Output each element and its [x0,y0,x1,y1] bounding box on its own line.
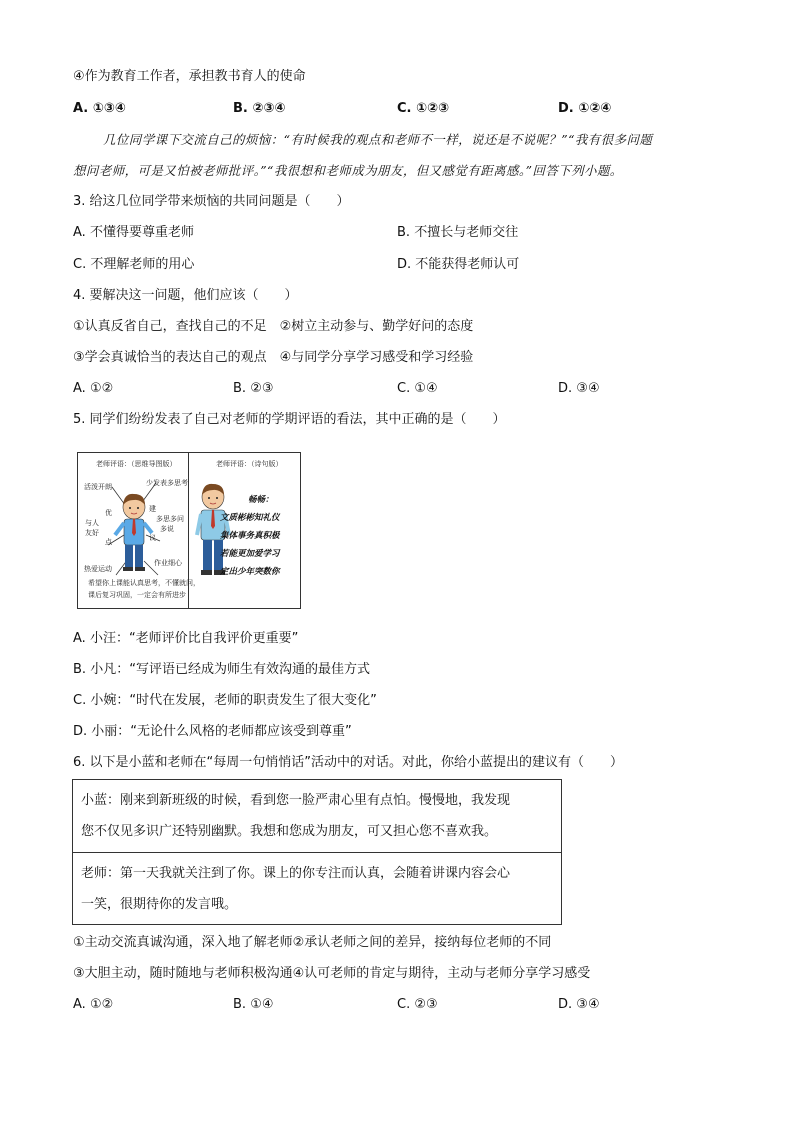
q3-option-d[interactable]: D. 不能获得老师认可 [397,257,520,272]
q3-option-c[interactable]: C. 不理解老师的用心 [73,257,195,272]
mindmap-node-3b: 友好 [85,529,99,537]
mindmap-node-5: 建 [149,505,156,513]
poem-line-2: 文质彬彬知礼仪 [220,513,280,523]
q4-statements-2: ③学会真诚恰当的表达自己的观点 ④与同学分享学习感受和学习经验 [73,350,474,365]
q6-title: 6. 以下是小蓝和老师在“每周一句悄悄话”活动中的对话。对此，你给小蓝提出的建议有（ ） [73,755,624,770]
prev-option-b[interactable]: B. ②③④ [233,101,286,116]
q4-option-b[interactable]: B. ②③ [233,381,274,396]
teacher-comment-figure [77,452,301,609]
q5-option-b[interactable]: B. 小凡：“写评语已经成为师生有效沟通的最佳方式 [73,662,370,677]
poem-line-5: 定出少年突数你 [220,567,280,577]
prev-option-d[interactable]: D. ①②④ [558,101,612,116]
dialogue-box [72,779,562,925]
stem-line-2: 想问老师，可是又怕被老师批评。”“我很想和老师成为朋友，但又感觉有距离感。”回答下列小题。 [73,163,623,178]
mindmap-node-3: 与人 [85,519,99,527]
q3-option-b[interactable]: B. 不擅长与老师交往 [397,225,519,240]
prev-option4-text: ④作为教育工作者，承担教书育人的使命 [73,69,306,84]
q6-option-c[interactable]: C. ②③ [397,997,438,1012]
q4-option-c[interactable]: C. ①④ [397,381,438,396]
student-cartoon-left [106,475,162,585]
prev-option-a[interactable]: A. ①③④ [73,101,126,116]
q5-title: 5. 同学们纷纷发表了自己对老师的学期评语的看法，其中正确的是（ ） [73,412,506,427]
q4-title: 4. 要解决这一问题，他们应该（ ） [73,288,298,303]
q4-option-d[interactable]: D. ③④ [558,381,600,396]
poem-line-1: 畅畅： [248,495,274,505]
mindmap-header: 老师评语：（思维导图版） [96,460,177,468]
q6-option-d[interactable]: D. ③④ [558,997,600,1012]
student-line-2: 您不仅见多识广还特别幽默。我想和您成为朋友，可又担心您不喜欢我。 [81,824,498,839]
mindmap-node-7: 热爱运动 [84,565,112,573]
q4-statements-1: ①认真反省自己，查找自己的不足 ②树立主动参与、勤学好问的态度 [73,319,474,334]
mindmap-node-8: 作业细心 [154,559,182,567]
student-line-1: 小蓝：刚来到新班级的时候，看到您一脸严肃心里有点怕。慢慢地，我发现 [81,793,511,808]
prev-option-c[interactable]: C. ①②③ [397,101,450,116]
q6-option-a[interactable]: A. ①② [73,997,114,1012]
mindmap-node-1: 活泼开朗 [84,483,112,491]
q3-option-a[interactable]: A. 不懂得要尊重老师 [73,225,194,240]
q6-statements-1: ①主动交流真诚沟通，深入地了解老师②承认老师之间的差异，接纳每位老师的不同 [73,935,552,950]
q5-option-a[interactable]: A. 小汪：“老师评价比自我评价更重要” [73,631,299,646]
mindmap-node-4: 优 [105,509,112,517]
mindmap-node-10: 课后复习巩固，一定会有所进步 [88,591,186,599]
mindmap-node-2: 少发表多思考 [146,479,188,487]
stem-line-1: 几位同学课下交流自己的烦恼：“有时候我的观点和老师不一样，说还是不说呢？”“我有很多问题 [103,132,653,147]
mindmap-node-6b: 多说 [160,525,174,533]
poem-line-4: 若能更加爱学习 [220,549,280,559]
poem-line-3: 集体事务真积极 [220,531,280,541]
q6-option-b[interactable]: B. ①④ [233,997,274,1012]
mindmap-node-4b: 点 [105,538,112,546]
q5-option-d[interactable]: D. 小丽：“无论什么风格的老师都应该受到尊重” [73,724,352,739]
mindmap-node-5b: 议 [149,534,156,542]
q5-option-c[interactable]: C. 小婉：“时代在发展，老师的职责发生了很大变化” [73,693,377,708]
teacher-line-2: 一笑，很期待你的发言哦。 [81,897,238,912]
teacher-line-1: 老师：第一天我就关注到了你。课上的你专注而认真，会随着讲课内容会心 [81,866,511,881]
q6-statements-2: ③大胆主动，随时随地与老师积极沟通④认可老师的肯定与期待，主动与老师分享学习感受 [73,966,591,981]
dialogue-divider [73,852,561,853]
mindmap-node-6: 多思多问 [156,515,184,523]
q3-title: 3. 给这几位同学带来烦恼的共同问题是（ ） [73,194,350,209]
poem-header: 老师评语：（诗句版） [216,460,283,468]
mindmap-node-9: 希望你上课能认真思考，不懂就问， [88,579,200,587]
q4-option-a[interactable]: A. ①② [73,381,114,396]
